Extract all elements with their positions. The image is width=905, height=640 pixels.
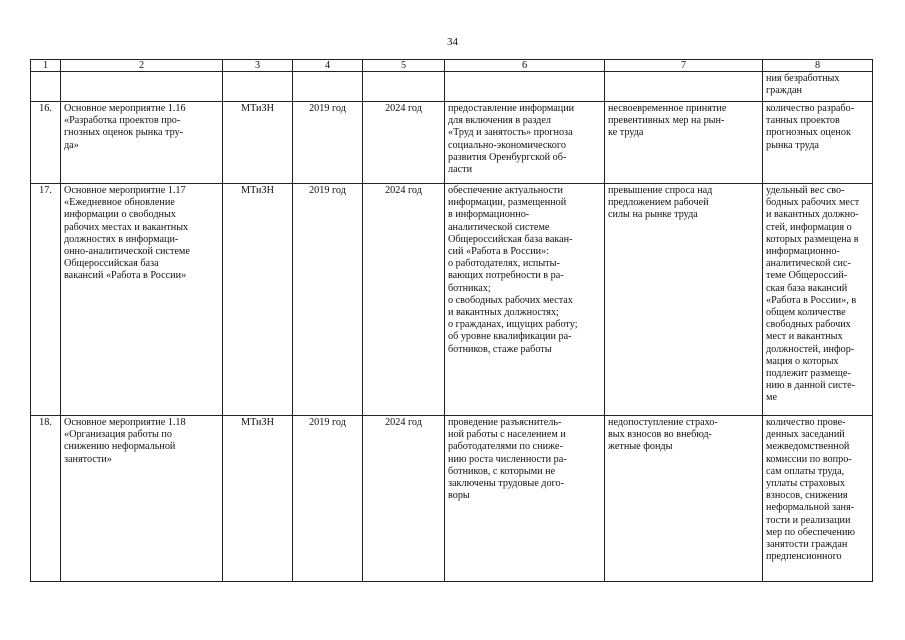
risk-consequence: несвоевременное принятие превентивных мер на рын- ке труда xyxy=(605,102,763,184)
table-row xyxy=(31,102,873,184)
executor: МТиЗН xyxy=(223,184,293,416)
column-header: 8 xyxy=(763,60,873,72)
column-header: 1 xyxy=(31,60,61,72)
column-number-row xyxy=(31,60,873,72)
row-number: 16. xyxy=(31,102,61,184)
measures-table xyxy=(30,59,873,582)
table-row xyxy=(31,184,873,416)
column-header: 6 xyxy=(445,60,605,72)
measure-name: Основное мероприятие 1.18 «Организация работы по снижению неформальной занятости» xyxy=(61,416,223,582)
indicator: количество прове- денных заседаний межведомственной комиссии по вопро- сам оплаты труда, уплаты страховых взносов, снижения неформальной заня- тости и реализации мер по обеспечению занятости граждан предпенсионного xyxy=(763,416,873,582)
expected-result: обеспечение актуальности информации, размещенной в информационно- аналитической системе Общероссийская база вакан- сий «Работа в России»: о работодателях, испыты- вающих потребности в ра- ботниках; о свободных рабочих местах и вакантных должностях; о гражданах, ищущих работу; об уровне квалификации ра- ботников, стаже работы xyxy=(445,184,605,416)
column-header: 2 xyxy=(61,60,223,72)
risk-consequence: недопоступление страхо- вых взносов во внебюд- жетные фонды xyxy=(605,416,763,582)
start-year: 2019 год xyxy=(293,416,363,582)
expected-result: предоставление информации для включения в раздел «Труд и занятость» прогноза социально-экономического развития Оренбургской об- ласти xyxy=(445,102,605,184)
row-number: 18. xyxy=(31,416,61,582)
continuation-indicator: ния безработных граждан xyxy=(763,72,873,102)
table-row xyxy=(31,416,873,582)
risk-consequence: превышение спроса над предложением рабочей силы на рынке труда xyxy=(605,184,763,416)
column-header: 5 xyxy=(363,60,445,72)
column-header: 7 xyxy=(605,60,763,72)
start-year: 2019 год xyxy=(293,102,363,184)
indicator: количество разрабо- танных проектов прогнозных оценок рынка труда xyxy=(763,102,873,184)
end-year: 2024 год xyxy=(363,102,445,184)
end-year: 2024 год xyxy=(363,184,445,416)
start-year: 2019 год xyxy=(293,184,363,416)
page-number: 34 xyxy=(447,36,458,48)
column-header: 4 xyxy=(293,60,363,72)
measure-name: Основное мероприятие 1.16 «Разработка проектов про- гнозных оценок рынка тру- да» xyxy=(61,102,223,184)
column-header: 3 xyxy=(223,60,293,72)
row-number: 17. xyxy=(31,184,61,416)
end-year: 2024 год xyxy=(363,416,445,582)
measure-name: Основное мероприятие 1.17 «Ежедневное обновление информации о свободных рабочих местах и вакантных должностях в информаци- онно-аналитической системе Общероссийская база вакансий «Работа в России» xyxy=(61,184,223,416)
executor: МТиЗН xyxy=(223,416,293,582)
indicator: удельный вес сво- бодных рабочих мест и вакантных должно- стей, информация о которых размещена в информационно- аналитической сис- теме Общероссий- ская база вакансий «Работа в России», в общем количестве свободных рабочих мест и вакантных должностей, инфор- мация о которых подлежит размеще- нию в данной систе- ме xyxy=(763,184,873,416)
expected-result: проведение разъяснитель- ной работы с населением и работодателями по сниже- нию роста численности ра- ботников, с которыми не заключены трудовые дого- воры xyxy=(445,416,605,582)
continuation-row xyxy=(31,72,873,102)
executor: МТиЗН xyxy=(223,102,293,184)
